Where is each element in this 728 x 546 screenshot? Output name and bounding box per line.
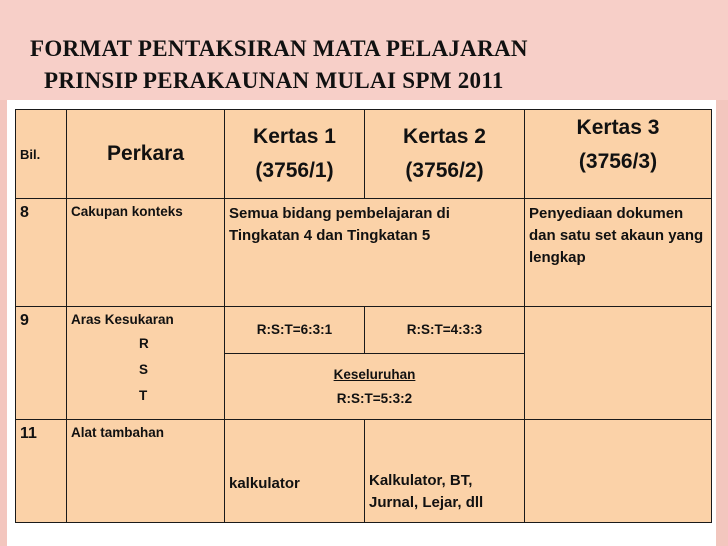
- row-11-perkara: Alat tambahan: [67, 420, 225, 523]
- left-decorative-border: [0, 100, 7, 546]
- table-row-8: [16, 199, 712, 307]
- row-11-kertas-2: Kalkulator, BT, Jurnal, Lejar, dll: [365, 420, 525, 523]
- row-9-kertas-1: R:S:T=6:3:1: [225, 307, 365, 354]
- header-kertas-3-label: Kertas 3: [576, 116, 660, 139]
- row-11-kertas-3-empty: [525, 420, 712, 523]
- table-header-row: [16, 110, 712, 199]
- table-row-9: [16, 307, 712, 354]
- header-kertas-1-code: (3756/1): [255, 159, 334, 182]
- row-9-perkara: [67, 307, 225, 420]
- header-bil: Bil.: [16, 110, 67, 199]
- row-8-perkara: Cakupan konteks: [67, 199, 225, 307]
- row-9-overall-label: Keseluruhan: [333, 366, 416, 382]
- row-9-bil: 9: [16, 307, 67, 420]
- row-9-level-s: S: [139, 362, 149, 377]
- row-9-overall: [225, 354, 525, 420]
- slide-title-line-2: PRINSIP PERAKAUNAN MULAI SPM 2011: [44, 68, 504, 93]
- row-9-level-r: R: [139, 336, 149, 351]
- row-11-kertas-1: kalkulator: [225, 420, 365, 523]
- header-kertas-1-label: Kertas 1: [253, 125, 336, 148]
- right-decorative-border: [716, 100, 728, 546]
- row-9-kertas-3-empty: [525, 307, 712, 420]
- row-11-bil: 11: [16, 420, 67, 523]
- table-row-11: [16, 420, 712, 523]
- row-8-kertas-1-2: Semua bidang pembelajaran di Tingkatan 4 dan Tingkatan 5: [225, 199, 525, 307]
- assessment-format-table: [15, 109, 712, 523]
- row-9-kertas-2: R:S:T=4:3:3: [365, 307, 525, 354]
- row-9-overall-value: R:S:T=5:3:2: [336, 390, 413, 406]
- row-8-bil: 8: [16, 199, 67, 307]
- header-kertas-3: [525, 110, 712, 199]
- row-8-kertas-3: Penyediaan dokumen dan satu set akaun yang lengkap: [525, 199, 712, 307]
- row-9-perkara-label: Aras Kesukaran: [71, 312, 174, 327]
- header-kertas-3-code: (3756/3): [578, 150, 658, 173]
- header-kertas-2: [365, 110, 525, 199]
- header-perkara: Perkara: [67, 110, 225, 199]
- header-kertas-1: [225, 110, 365, 199]
- header-kertas-2-code: (3756/2): [405, 159, 484, 182]
- slide-title-line-1: FORMAT PENTAKSIRAN MATA PELAJARAN: [30, 36, 528, 61]
- header-kertas-2-label: Kertas 2: [403, 125, 486, 148]
- row-9-level-t: T: [139, 388, 148, 403]
- slide-title: [30, 33, 528, 97]
